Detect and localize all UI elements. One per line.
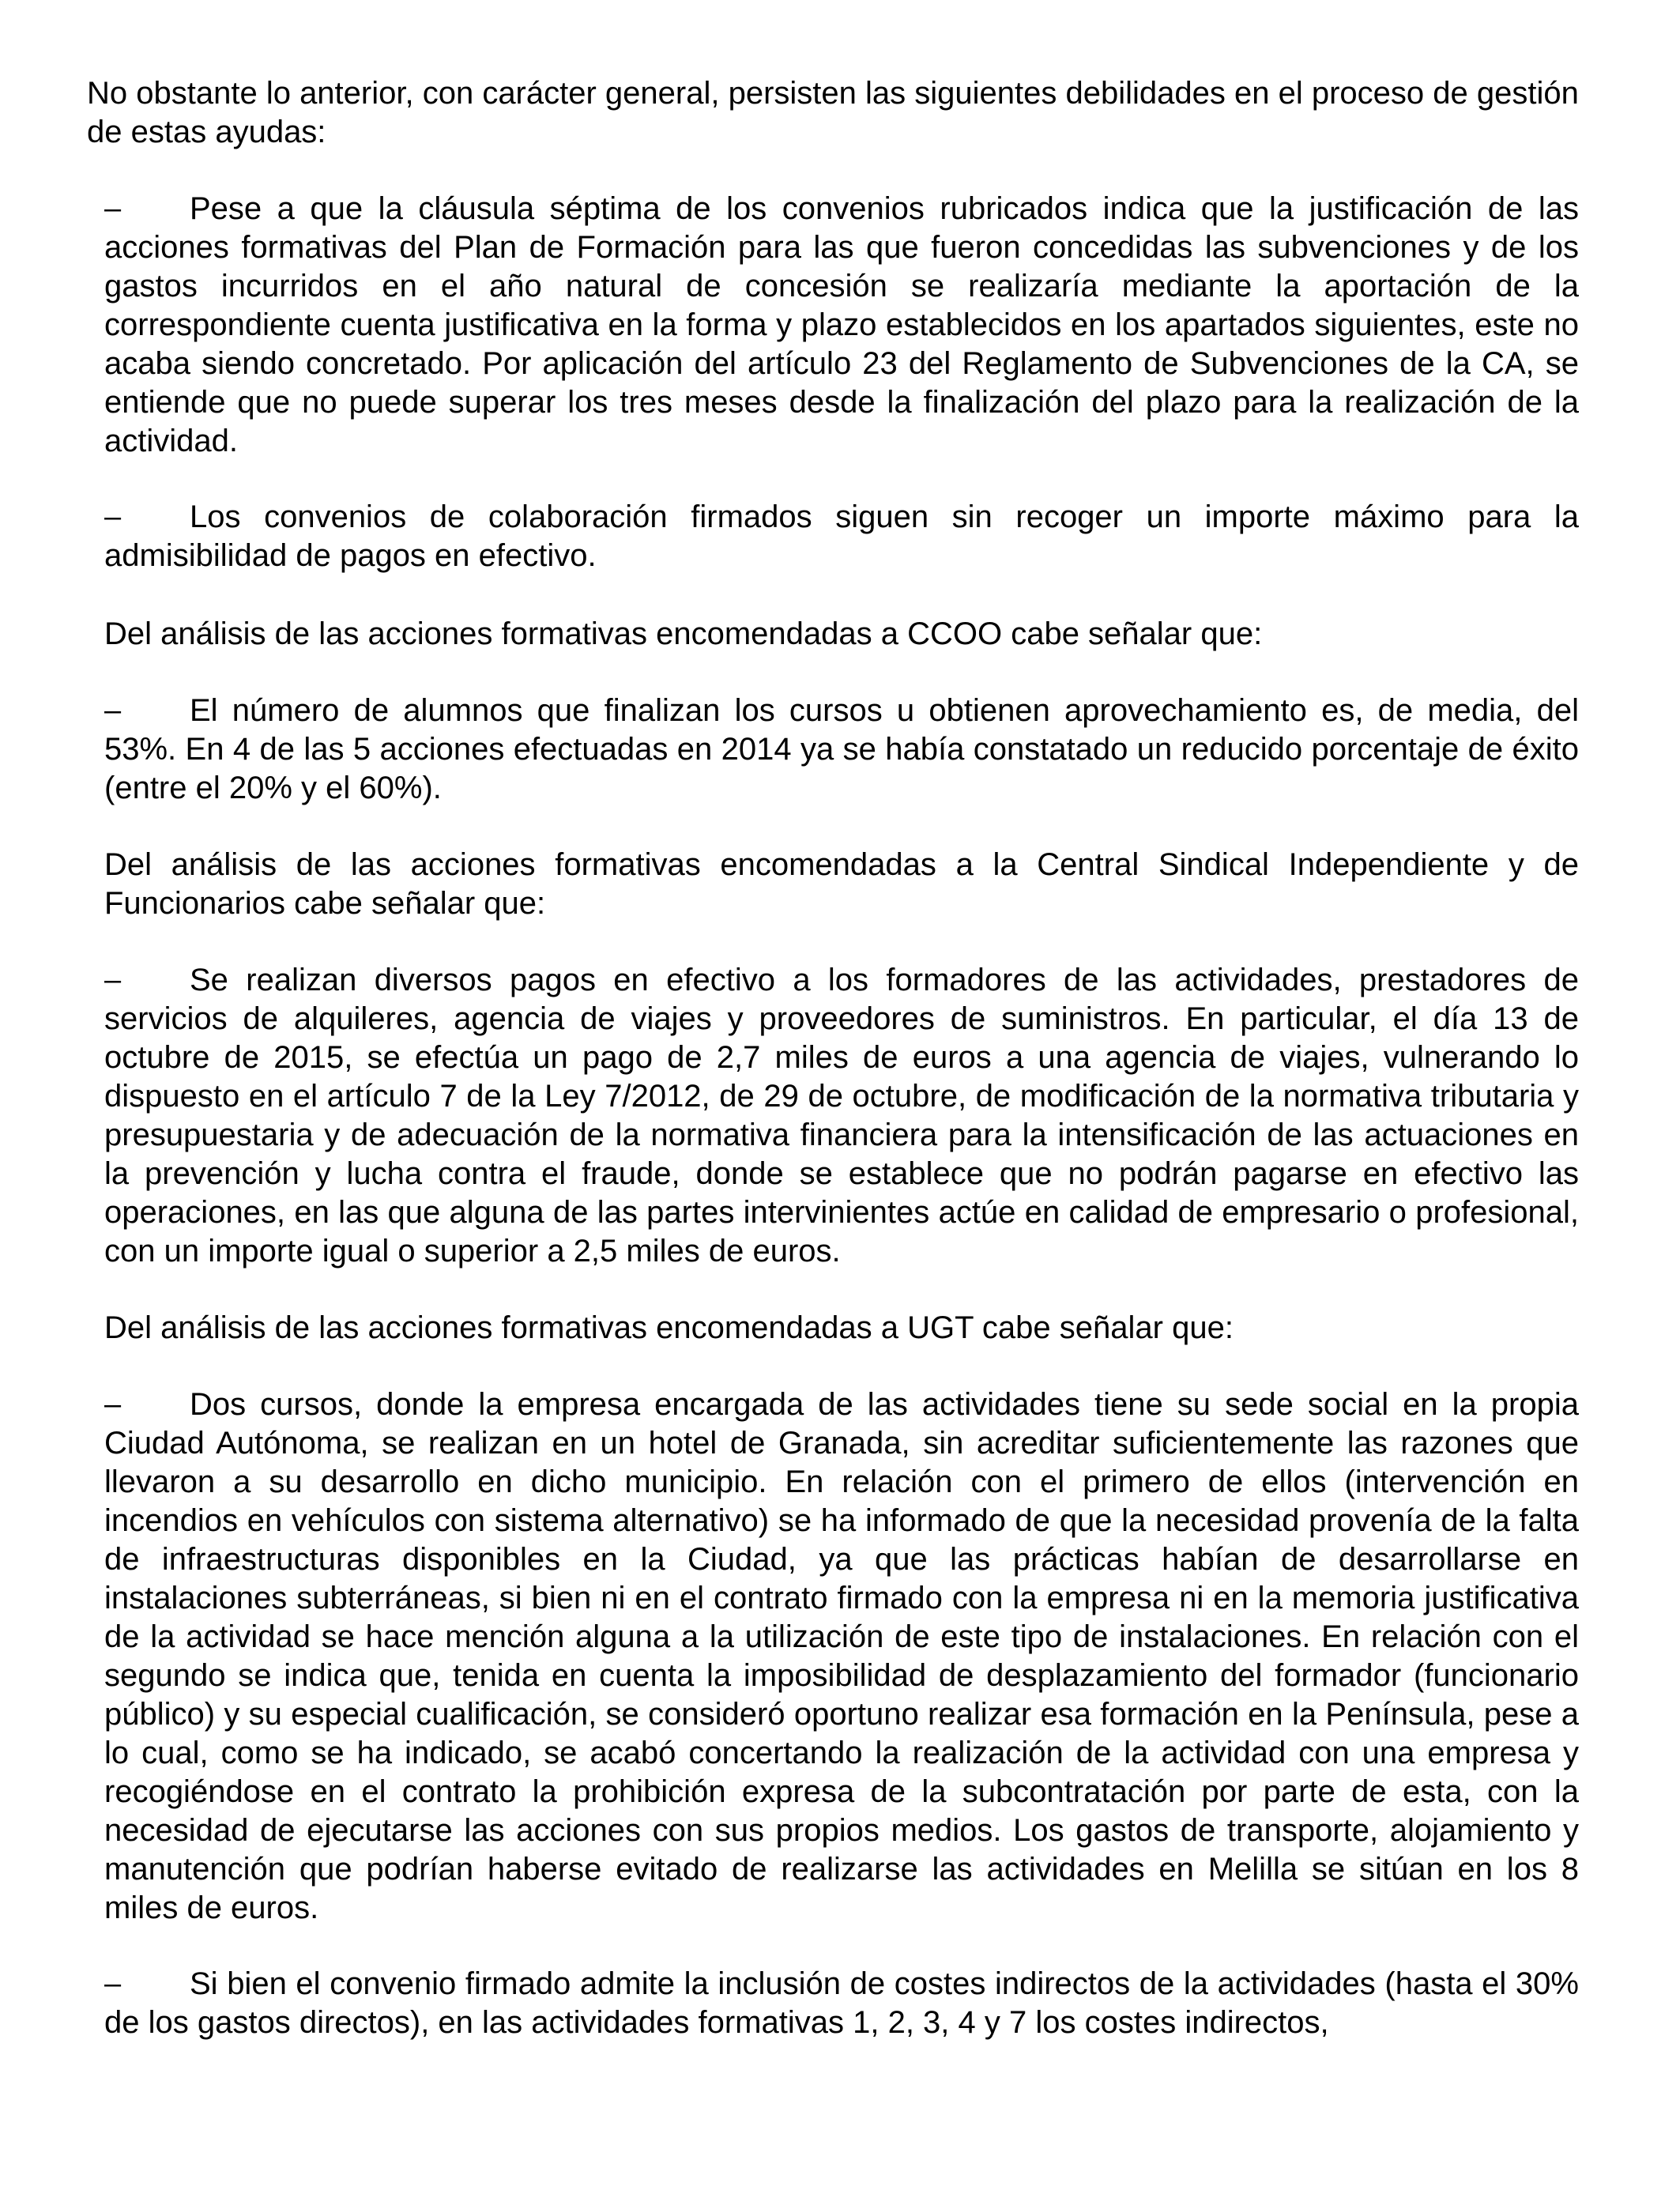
- bullet-item-alumnos: [104, 692, 1579, 808]
- bullet-text: Dos cursos, donde la empresa encargada de las actividades tiene su sede social en la propia Ciudad Autónoma, se realizan en un hotel de Granada, sin acreditar suficientemente las razones que llevaron a su desarrollo en dicho municipio. En relación con el primero de ellos (intervención en incendios en vehículos con sistema alternativo) se ha informado de que la necesidad provenía de la falta de infraestructuras disponibles en la Ciudad, ya que las prácticas habían de desarrollarse en instalaciones subterráneas, si bien ni en el contrato firmado con la empresa ni en la memoria justificativa de la actividad se hace mención alguna a la utilización de este tipo de instalaciones. En relación con el segundo se indica que, tenida en cuenta la imposibilidad de desplazamiento del formador (funcionario público) y su especial cualificación, se consideró oportuno realizar esa formación en la Península, pese a lo cual, como se ha indicado, se acabó concertando la realización de la actividad con una empresa y recogiéndose en el contrato la prohibición expresa de la subcontratación por parte de esta, con la necesidad de ejecutarse las acciones con sus propios medios. Los gastos de transporte, alojamiento y manutención que podrían haberse evitado de realizarse las actividades en Melilla se sitúan en los 8 miles de euros.: [104, 1387, 1579, 1925]
- bullet-text: Se realizan diversos pagos en efectivo a los formadores de las actividades, prestadores de servicios de alquileres, agencia de viajes y proveedores de suministros. En particular, el día 13 de octubre de 2015, se efectúa un pago de 2,7 miles de euros a una agencia de viajes, vulnerando lo dispuesto en el artículo 7 de la Ley 7/2012, de 29 de octubre, de modificación de la normativa tributaria y presupuestaria y de adecuación de la normativa financiera para la intensificación de las actuaciones en la prevención y lucha contra el fraude, donde se establece que no podrán pagarse en efectivo las operaciones, en las que alguna de las partes intervinientes actúe en calidad de empresario o profesional, con un importe igual o superior a 2,5 miles de euros.: [104, 963, 1579, 1269]
- section-lead-ugt: Del análisis de las acciones formativas encomendadas a UGT cabe señalar que:: [104, 1310, 1234, 1345]
- bullet-item-pagos-efectivo: [104, 498, 1579, 575]
- bullet-text: Pese a que la cláusula séptima de los convenios rubricados indica que la justificación de las acciones formativas del Plan de Formación para las que fueron concedidas las subvenciones y de los gastos incurridos en el año natural de concesión se realizaría mediante la aportación de la correspondiente cuenta justificativa en la forma y plazo establecidos en los apartados siguientes, este no acaba siendo concretado. Por aplicación del artículo 23 del Reglamento de Subvenciones de la CA, se entiende que no puede superar los tres meses desde la finalización del plazo para la realización de la actividad.: [104, 191, 1579, 458]
- bullet-dash-icon: –: [104, 1388, 122, 1421]
- bullet-text: El número de alumnos que finalizan los cursos u obtienen aprovechamiento es, de media, del 53%. En 4 de las 5 acciones efectuadas en 2014 ya se había constatado un reducido porcentaje de éxito (entre el 20% y el 60%).: [104, 693, 1579, 805]
- section-lead-ccoo: Del análisis de las acciones formativas encomendadas a CCOO cabe señalar que:: [104, 616, 1263, 651]
- bullet-dash-icon: –: [104, 963, 122, 997]
- bullet-text: Si bien el convenio firmado admite la inclusión de costes indirectos de la actividades (hasta el 30% de los gastos directos), en las actividades formativas 1, 2, 3, 4 y 7 los costes indirectos,: [104, 1966, 1579, 2040]
- bullet-item-justificacion: [104, 190, 1579, 461]
- bullet-item-pagos-formadores: [104, 961, 1579, 1271]
- bullet-text: Los convenios de colaboración firmados siguen sin recoger un importe máximo para la admisibilidad de pagos en efectivo.: [104, 499, 1579, 573]
- bullet-item-cursos-granada: [104, 1385, 1579, 1928]
- bullet-item-costes-indirectos: [104, 1965, 1579, 2042]
- bullet-dash-icon: –: [104, 192, 122, 225]
- bullet-dash-icon: –: [104, 500, 122, 533]
- intro-paragraph: No obstante lo anterior, con carácter general, persisten las siguientes debilidades en el proceso de gestión de estas ayudas:: [87, 76, 1579, 149]
- bullet-dash-icon: –: [104, 694, 122, 727]
- bullet-dash-icon: –: [104, 1967, 122, 2000]
- section-lead-csif: Del análisis de las acciones formativas encomendadas a la Central Sindical Independiente y de Funcionarios cabe señalar que:: [104, 847, 1579, 921]
